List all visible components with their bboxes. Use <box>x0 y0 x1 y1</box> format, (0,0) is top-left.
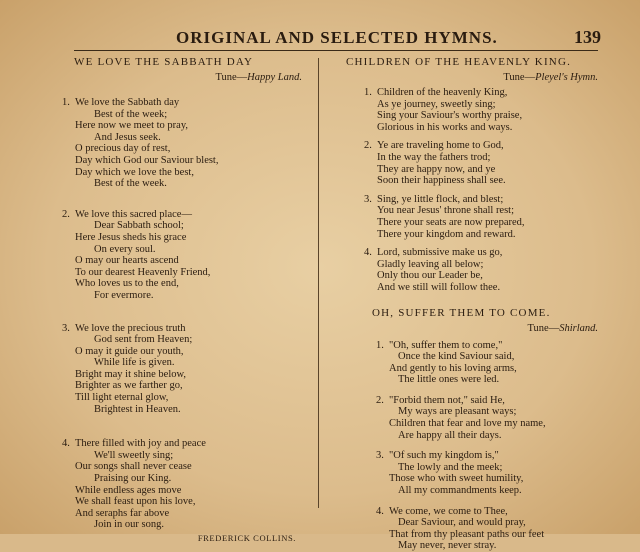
verse-number: 4. <box>376 505 384 517</box>
verse-line: God sent from Heaven; <box>94 334 193 346</box>
tune-prefix: Tune— <box>503 72 536 83</box>
verse-line: 1. We love the Sabbath day <box>62 97 180 108</box>
verse-number: 3. <box>364 193 372 205</box>
verse-line: Join in our song. <box>94 519 165 531</box>
page-header <box>0 28 640 52</box>
verse-line: Our songs shall never cease <box>75 461 192 473</box>
verse-line: They are happy now, and ye <box>377 163 496 175</box>
verse-line: 1. "Oh, suffer them to come," <box>376 339 503 351</box>
verse-line: May never, never stray. <box>398 540 497 552</box>
verse-line: Dear Sabbath school; <box>94 220 184 232</box>
verse <box>62 323 310 416</box>
verse-line: Soon their happiness shall see. <box>377 175 506 187</box>
verse-line: Here now we meet to pray, <box>75 120 189 132</box>
hymn-title: CHILDREN OF THE HEAVENLY KING. <box>346 56 572 68</box>
verse-number: 4. <box>364 247 372 259</box>
verse-line: Praising our King. <box>94 473 172 485</box>
verse-line: Those who with sweet humility, <box>389 473 524 485</box>
verse-line: 3. We love the precious truth <box>62 322 186 334</box>
verse-line: Here Jesus sheds his grace <box>75 231 187 243</box>
verse-line: Glorious in his works and ways. <box>377 121 513 133</box>
verse-line: The lowly and the meek; <box>398 461 503 473</box>
verse-line: Day which we love the best, <box>75 166 194 178</box>
verse <box>62 209 310 302</box>
verse-number: 4. <box>62 438 70 450</box>
verse <box>340 194 610 240</box>
verse-line: While life is given. <box>94 357 175 369</box>
verse-line: And seraphs far above <box>75 507 170 519</box>
verse-line: O precious day of rest, <box>75 143 171 155</box>
verse-line: And we still will follow thee. <box>377 281 501 293</box>
left-column <box>62 55 310 543</box>
verse <box>62 438 310 531</box>
verse-line: The little ones were led. <box>398 374 500 386</box>
verse-line: As ye journey, sweetly sing; <box>377 98 496 110</box>
verse-line: All my commandments keep. <box>398 485 522 497</box>
verse-line: Only thou our Leader be, <box>377 270 483 282</box>
tune-name: Shirland. <box>559 322 598 334</box>
verse <box>340 395 610 441</box>
hymn-title: OH, SUFFER THEM TO COME. <box>372 306 551 319</box>
verse-line: Children that fear and love my name, <box>389 418 546 430</box>
verse-line: And gently to his loving arms, <box>389 362 517 374</box>
verse-line: Till light eternal glow, <box>75 392 169 404</box>
verse-line: Brighter as we farther go, <box>75 380 183 392</box>
verse-number: 1. <box>376 339 384 351</box>
verse <box>340 340 610 386</box>
verse-line: 4. Lord, submissive make us go, <box>364 247 503 259</box>
verse-line: There your seats are now prepared, <box>377 216 525 228</box>
verse <box>340 506 610 552</box>
verse-line: My ways are pleasant ways; <box>398 406 517 418</box>
verse-line: 3. "Of such my kingdom is," <box>376 450 499 462</box>
verse <box>340 247 610 293</box>
verse-line: There your kingdom and reward. <box>377 228 516 240</box>
verse-line: 2. Ye are traveling home to God, <box>364 140 504 152</box>
verse-number: 2. <box>62 208 70 220</box>
verse-number: 1. <box>62 97 70 108</box>
verse-number: 3. <box>376 450 384 462</box>
page-title: ORIGINAL AND SELECTED HYMNS. <box>176 28 498 47</box>
verse-line: You near Jesus' throne shall rest; <box>377 205 515 217</box>
hymn-tune <box>62 70 310 85</box>
tune-name: Happy Land. <box>247 72 302 83</box>
verse-line: 4. We come, we come to Thee, <box>376 505 508 517</box>
verse-line: Gladly leaving all below; <box>377 258 484 270</box>
verse-line: Best of the week. <box>94 178 167 190</box>
verse-line: Brightest in Heaven. <box>94 403 181 415</box>
verse-line: While endless ages move <box>75 484 182 496</box>
verse-line: 2. "Forbid them not," said He, <box>376 394 505 406</box>
right-column <box>340 55 610 552</box>
header-rule <box>74 50 598 51</box>
tune-prefix: Tune— <box>527 322 560 334</box>
verse <box>62 97 310 190</box>
page-number: 139 <box>574 27 601 47</box>
verse-number: 1. <box>364 87 372 98</box>
verse-line: We'll sweetly sing; <box>94 449 174 461</box>
column-divider <box>318 58 319 508</box>
verse-line: Once the kind Saviour said, <box>398 351 515 363</box>
verse-line: O may it guide our youth, <box>75 345 184 357</box>
verse-line: Day which God our Saviour blest, <box>75 154 219 166</box>
verse-line: On every soul. <box>94 243 156 255</box>
verse <box>340 87 610 133</box>
hymn-tune <box>340 321 610 336</box>
verse-line: Who loves us to the end, <box>75 278 179 290</box>
verse <box>340 450 610 496</box>
verse-line: And Jesus seek. <box>94 131 161 143</box>
verse-line: O may our hearts ascend <box>75 255 179 267</box>
verse-line: That from thy pleasant paths our feet <box>389 528 545 540</box>
verse-line: For evermore. <box>94 289 154 301</box>
verse-line: Best of the week; <box>94 108 168 120</box>
verse-line: In the way the fathers trod; <box>377 151 491 163</box>
verse-line: 3. Sing, ye little flock, and blest; <box>364 193 504 205</box>
hymn-tune <box>340 70 610 85</box>
hymn-title: WE LOVE THE SABBATH DAY <box>74 56 254 68</box>
verse-line: 4. There filled with joy and peace <box>62 438 206 450</box>
verse-line: We shall feast upon his love, <box>75 496 196 508</box>
verse-number: 2. <box>376 394 384 406</box>
verse-line: To our dearest Heavenly Friend, <box>75 266 211 278</box>
verse-line: Sing your Saviour's worthy praise, <box>377 110 523 122</box>
tune-name: Pleyel's Hymn. <box>535 72 598 83</box>
verse <box>340 140 610 186</box>
verse-line: Are happy all their days. <box>398 429 502 441</box>
verse-line: 1. Children of the heavenly King, <box>364 87 508 98</box>
tune-prefix: Tune— <box>215 72 248 83</box>
verse-line: Dear Saviour, and would pray, <box>398 517 526 529</box>
verse-line: 2. We love this sacred place— <box>62 208 192 220</box>
verse-line: Bright may it shine below, <box>75 368 187 380</box>
verse-number: 3. <box>62 322 70 334</box>
hymn-author: FREDERICK COLLINS. <box>197 533 296 543</box>
verse-number: 2. <box>364 140 372 152</box>
